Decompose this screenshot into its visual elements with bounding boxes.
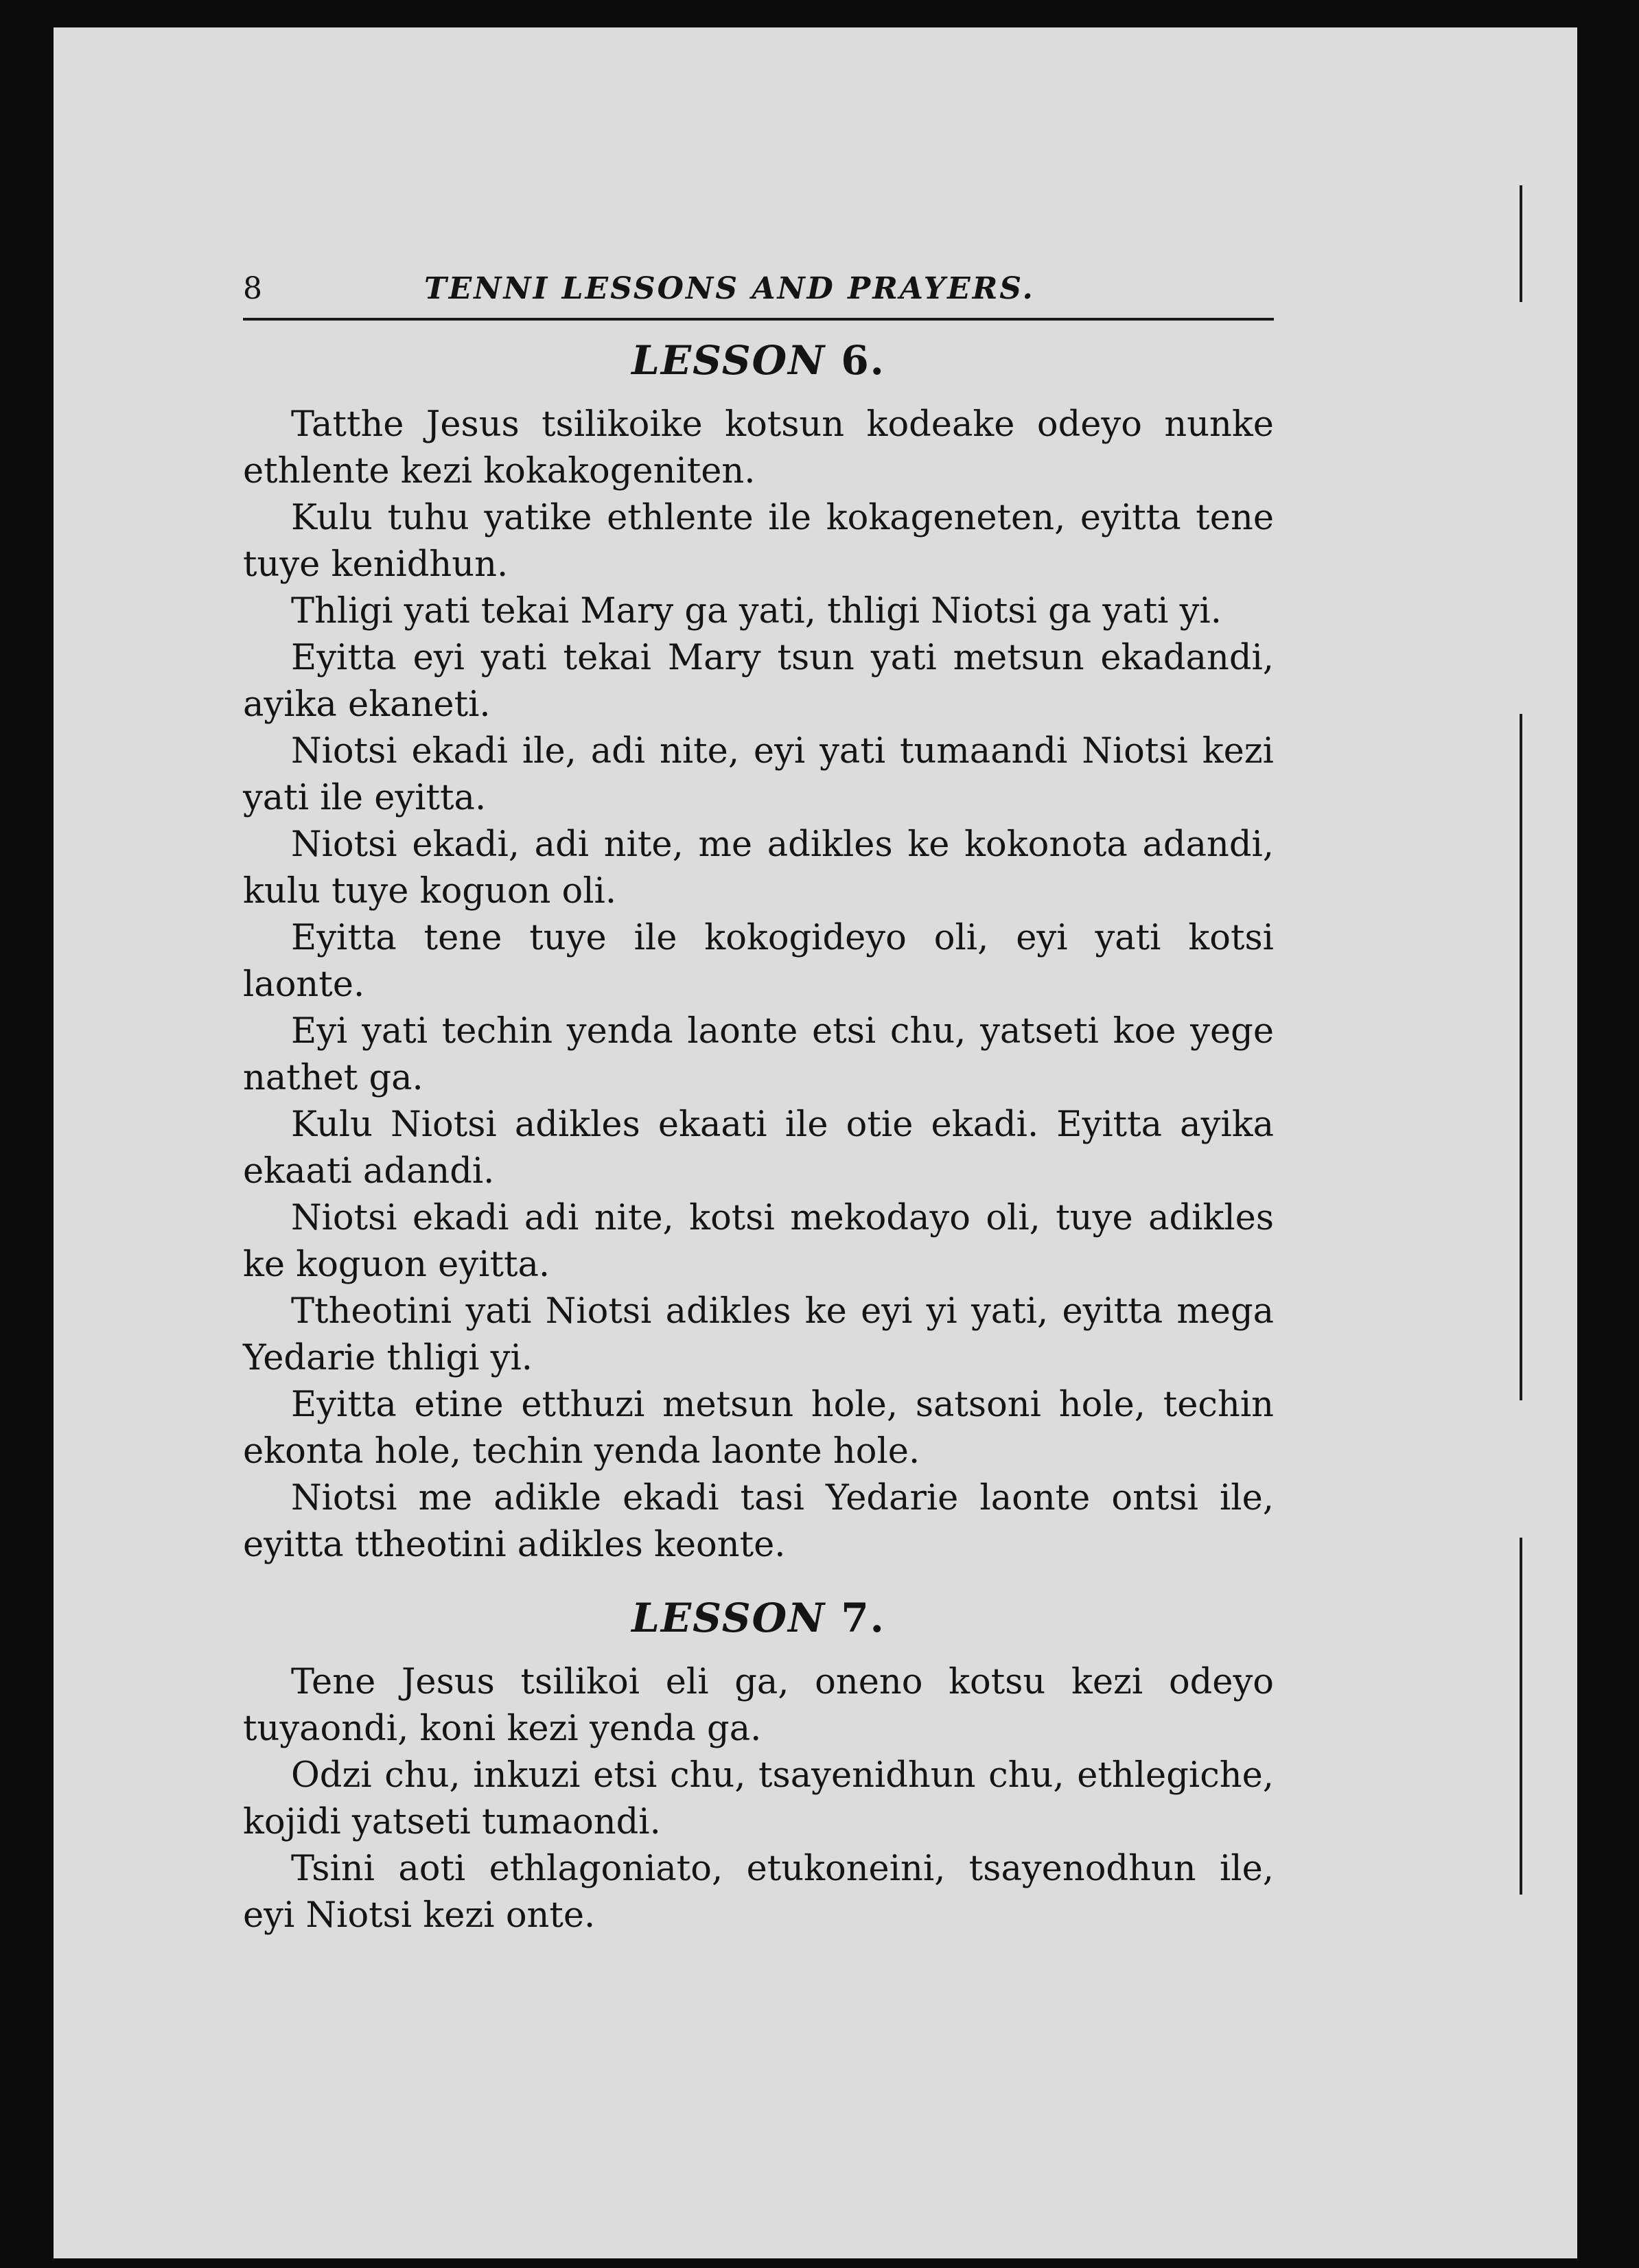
lesson-7-heading-number: 7.	[841, 1595, 885, 1641]
lesson-6-heading-word: LESSON	[631, 337, 826, 384]
running-title: TENNI LESSONS AND PRAYERS.	[424, 271, 1035, 306]
lesson-6-paragraph: Thligi yati tekai Mary ga yati, thligi Niotsi ga yati yi.	[291, 591, 1222, 632]
lesson-7-paragraph: Tene Jesus tsilikoi eli ga, oneno kotsu kezi odeyo tuyaondi, koni kezi yenda ga.	[243, 1662, 1274, 1749]
lesson-6-paragraph: Niotsi ekadi ile, adi nite, eyi yati tumaandi Niotsi kezi yati ile eyitta.	[243, 731, 1274, 818]
lesson-7-paragraph: Tsini aoti ethlagoniato, etukoneini, tsayenodhun ile, eyi Niotsi kezi onte.	[243, 1849, 1274, 1936]
lesson-6-paragraph: Niotsi me adikle ekadi tasi Yedarie laonte ontsi ile, eyitta ttheotini adikles keonte.	[243, 1478, 1274, 1565]
lesson-6-paragraph: Eyitta etine etthuzi metsun hole, satsoni hole, techin ekonta hole, techin yenda laonte hole.	[243, 1385, 1274, 1472]
lesson-6-heading	[243, 336, 1274, 385]
page-edge-mark	[1520, 1538, 1522, 1895]
lesson-6-paragraph: Tatthe Jesus tsilikoike kotsun kodeake odeyo nunke ethlente kezi kokakogeniten.	[243, 404, 1274, 491]
lesson-7-heading	[243, 1593, 1274, 1643]
running-head	[243, 271, 1274, 312]
lesson-7-paragraph: Odzi chu, inkuzi etsi chu, tsayenidhun chu, ethlegiche, kojidi yatseti tumaondi.	[243, 1755, 1274, 1842]
lesson-6-paragraph: Eyitta eyi yati tekai Mary tsun yati metsun ekadandi, ayika ekaneti.	[243, 638, 1274, 725]
lesson-6-paragraph: Ttheotini yati Niotsi adikles ke eyi yi yati, eyitta mega Yedarie thligi yi.	[243, 1291, 1274, 1378]
lesson-6-paragraph: Niotsi ekadi, adi nite, me adikles ke kokonota adandi, kulu tuye koguon oli.	[243, 824, 1274, 912]
lesson-7-heading-word: LESSON	[631, 1595, 826, 1641]
page-number: 8	[243, 271, 262, 306]
lesson-6-paragraph: Kulu tuhu yatike ethlente ile kokageneten, eyitta tene tuye kenidhun.	[243, 498, 1274, 585]
lesson-6-paragraph: Niotsi ekadi adi nite, kotsi mekodayo oli, tuye adikles ke koguon eyitta.	[243, 1198, 1274, 1285]
page-content	[243, 271, 1274, 1939]
lesson-6-paragraph: Kulu Niotsi adikles ekaati ile otie ekadi. Eyitta ayika ekaati adandi.	[243, 1104, 1274, 1192]
page-edge-mark	[1520, 714, 1522, 1400]
page-edge-mark	[1520, 185, 1522, 302]
header-rule	[243, 318, 1274, 321]
lesson-6-paragraph: Eyi yati techin yenda laonte etsi chu, yatseti koe yege nathet ga.	[243, 1011, 1274, 1098]
lesson-6-heading-number: 6.	[841, 337, 885, 384]
lesson-6-paragraph: Eyitta tene tuye ile kokogideyo oli, eyi yati kotsi laonte.	[243, 918, 1274, 1005]
